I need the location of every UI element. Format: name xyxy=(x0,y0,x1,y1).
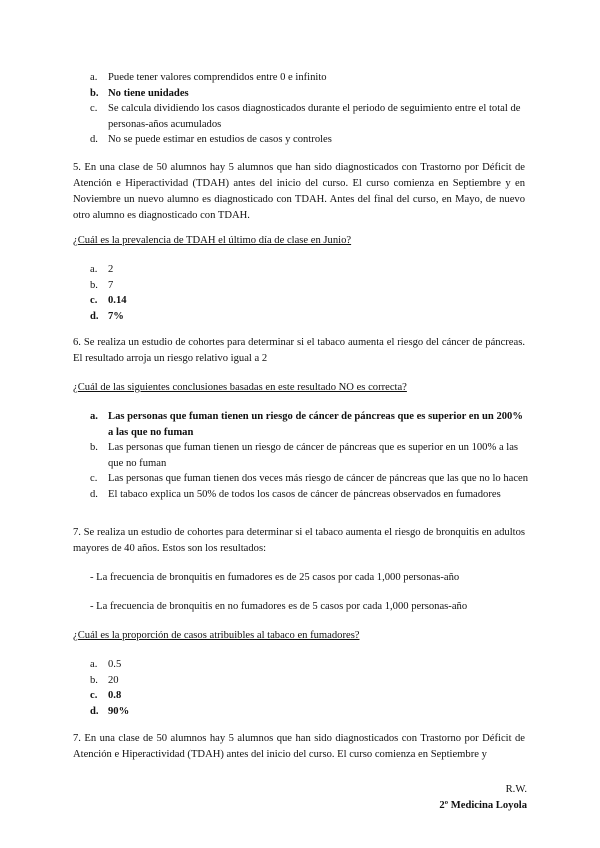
question-6-options xyxy=(90,409,530,502)
question-6-prompt: ¿Cuál de las siguientes conclusiones basadas en este resultado NO es correcta? xyxy=(73,382,407,393)
option-marker: a. xyxy=(90,659,98,670)
option-b xyxy=(90,86,530,102)
option-marker: c. xyxy=(90,103,98,114)
option-marker: a. xyxy=(90,411,98,422)
option-marker: d. xyxy=(90,705,99,717)
page-footer xyxy=(439,782,527,814)
option-a xyxy=(90,657,290,673)
option-text: 0.5 xyxy=(108,659,122,670)
option-text: 90% xyxy=(108,705,130,717)
question-6-statement: 6. Se realiza un estudio de cohortes para determinar si el tabaco aumenta el riesgo del cáncer de páncreas. El resultado arroja un riesgo relativo igual a 2 xyxy=(73,337,525,364)
option-text: 0.14 xyxy=(108,295,127,306)
option-text: No tiene unidades xyxy=(108,87,189,99)
option-marker: d. xyxy=(90,310,99,322)
option-marker: b. xyxy=(90,87,99,99)
option-marker: c. xyxy=(90,473,98,484)
option-marker: c. xyxy=(90,690,98,701)
option-d xyxy=(90,487,530,503)
question-7b-statement: 7. En una clase de 50 alumnos hay 5 alumnos que han sido diagnosticados con Trastorno por Déficit de Atención e Hiperactividad (TDAH) antes del inicio del curso. El curso comienza en Septiembre y xyxy=(73,733,525,760)
option-a xyxy=(90,262,290,278)
option-c xyxy=(90,471,530,487)
question-7-result-nonsmokers: - La frecuencia de bronquitis en no fumadores es de 5 casos por cada 1,000 personas-año xyxy=(90,601,468,612)
option-text: 7% xyxy=(108,310,124,322)
option-text: No se puede estimar en estudios de casos y controles xyxy=(108,134,332,145)
option-text: Puede tener valores comprendidos entre 0 e infinito xyxy=(108,72,327,83)
question-5-statement: 5. En una clase de 50 alumnos hay 5 alumnos que han sido diagnosticados con Trastorno por Déficit de Atención e Hiperactividad (TDAH) antes del inicio del curso. El curso comienza en Septiembre y en Noviembre un nuevo alumno es diagnosticado con TDAH. Antes del final del curso, en Mayo, de nuevo otro alumno es diagnosticado con TDAH. xyxy=(73,162,525,221)
option-text: Las personas que fuman tienen dos veces más riesgo de cáncer de páncreas que las que no lo hacen xyxy=(108,473,529,484)
question-7-prompt: ¿Cuál es la proporción de casos atribuibles al tabaco en fumadores? xyxy=(73,630,360,641)
question-5-prompt: ¿Cuál es la prevalencia de TDAH el último día de clase en Junio? xyxy=(73,235,352,246)
option-text: Se calcula dividiendo los casos diagnosticados durante el periodo de seguimiento entre el total de personas-años acumulados xyxy=(108,103,521,130)
option-marker: b. xyxy=(90,442,98,453)
question-7-result-smokers: - La frecuencia de bronquitis en fumadores es de 25 casos por cada 1,000 personas-año xyxy=(90,572,460,583)
option-text: Las personas que fuman tienen un riesgo de cáncer de páncreas que es superior en un 100% a las que no fuman xyxy=(108,442,519,469)
option-marker: c. xyxy=(90,295,98,306)
option-text: 2 xyxy=(108,264,114,275)
option-text: 7 xyxy=(108,279,114,291)
option-d xyxy=(90,132,530,148)
option-marker: d. xyxy=(90,488,98,500)
option-text: 0.8 xyxy=(108,690,122,701)
option-marker: b. xyxy=(90,674,98,686)
option-d xyxy=(90,704,290,720)
option-text: El tabaco explica un 50% de todos los casos de cáncer de páncreas observados en fumadores xyxy=(108,488,501,500)
option-d xyxy=(90,309,290,325)
option-marker: b. xyxy=(90,279,98,291)
question-7-options xyxy=(90,657,290,719)
footer-course: 2º Medicina Loyola xyxy=(439,800,527,811)
question-7-statement: 7. Se realiza un estudio de cohortes para determinar si el tabaco aumenta el riesgo de bronquitis en adultos mayores de 40 años. Estos son los resultados: xyxy=(73,527,525,554)
footer-author: R.W. xyxy=(505,784,527,795)
option-text: Las personas que fuman tienen un riesgo de cáncer de páncreas que es superior en un 200% a las que no fuman xyxy=(108,411,523,438)
option-c xyxy=(90,688,290,704)
option-b xyxy=(90,278,290,294)
question-5-options xyxy=(90,262,290,324)
option-marker: d. xyxy=(90,134,98,145)
option-a xyxy=(90,70,530,86)
option-marker: a. xyxy=(90,72,98,83)
option-b xyxy=(90,440,530,471)
options-list-previous xyxy=(90,70,530,148)
option-marker: a. xyxy=(90,264,98,275)
option-c xyxy=(90,101,530,132)
option-b xyxy=(90,673,290,689)
option-a xyxy=(90,409,530,440)
option-text: 20 xyxy=(108,674,119,686)
option-c xyxy=(90,293,290,309)
